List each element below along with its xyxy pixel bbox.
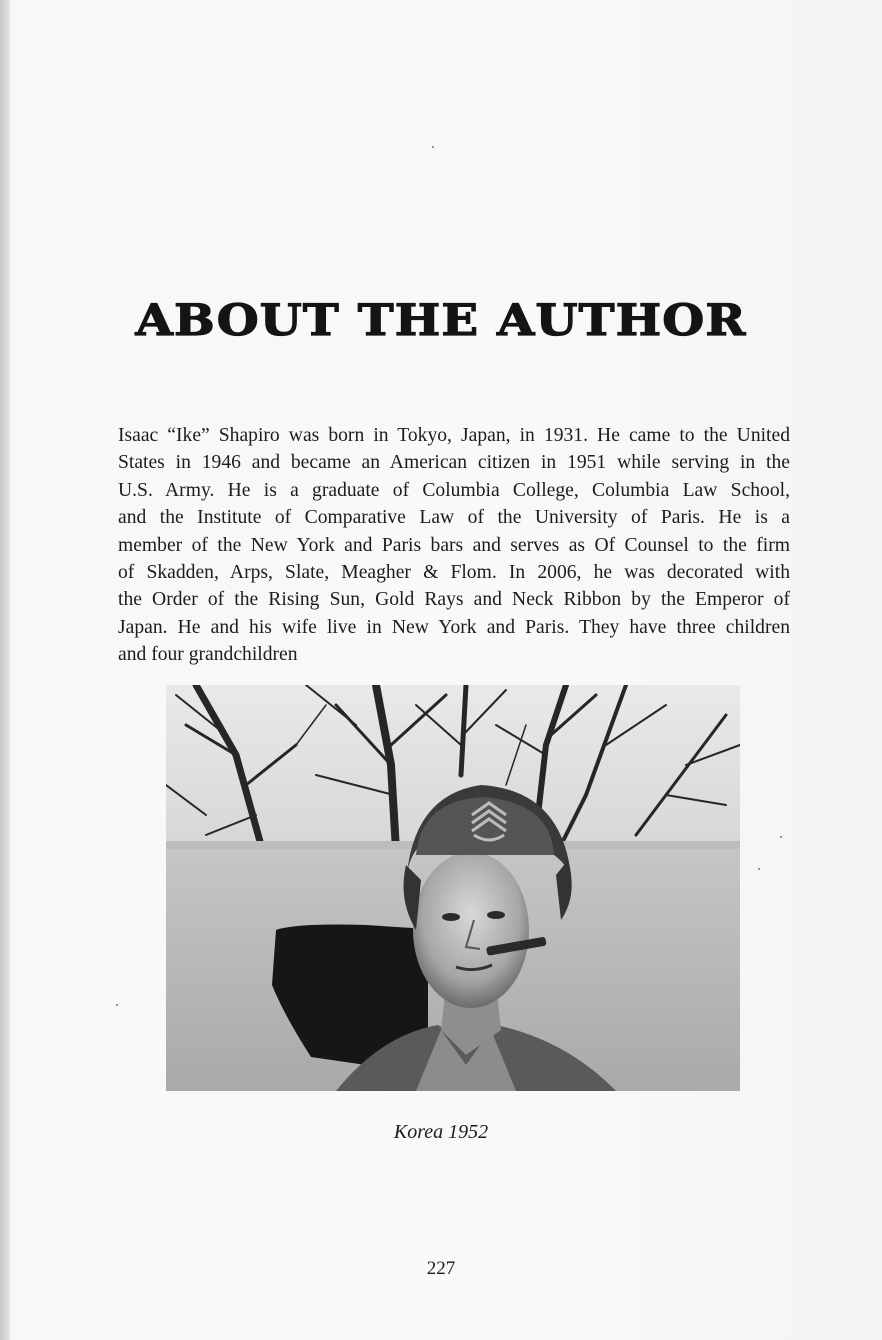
paper-speck: [758, 868, 760, 870]
bio-line: of Skadden, Arps, Slate, Meagher & Flom. In 2006, he was decorated with: [118, 562, 790, 584]
bio-line: and four grandchildren: [118, 644, 298, 666]
bio-line: U.S. Army. He is a graduate of Columbia College, Columbia Law School,: [118, 479, 790, 501]
page-title: ABOUT THE AUTHOR: [135, 296, 747, 346]
bio-line: Japan. He and his wife live in New York and Paris. They have three children: [118, 616, 790, 638]
bio-line: and the Institute of Comparative Law of the University of Paris. He is a: [118, 507, 790, 529]
bio-line: Isaac “Ike” Shapiro was born in Tokyo, Japan, in 1931. He came to the United: [118, 425, 790, 446]
author-photo-illustration: [166, 685, 740, 1091]
author-photo: [166, 685, 740, 1091]
bio-line: member of the New York and Paris bars and serves as Of Counsel to the firm: [118, 534, 790, 556]
bio-line: States in 1946 and became an American citizen in 1951 while serving in the: [118, 452, 790, 474]
paper-speck: [780, 836, 782, 838]
bio-line: the Order of the Rising Sun, Gold Rays and Neck Ribbon by the Emperor of: [118, 589, 790, 611]
page-number: 227: [426, 1258, 456, 1279]
author-bio: [118, 422, 790, 669]
paper-speck: [116, 1004, 118, 1006]
paper-speck: [432, 146, 434, 148]
photo-caption: Korea 1952: [393, 1121, 489, 1143]
